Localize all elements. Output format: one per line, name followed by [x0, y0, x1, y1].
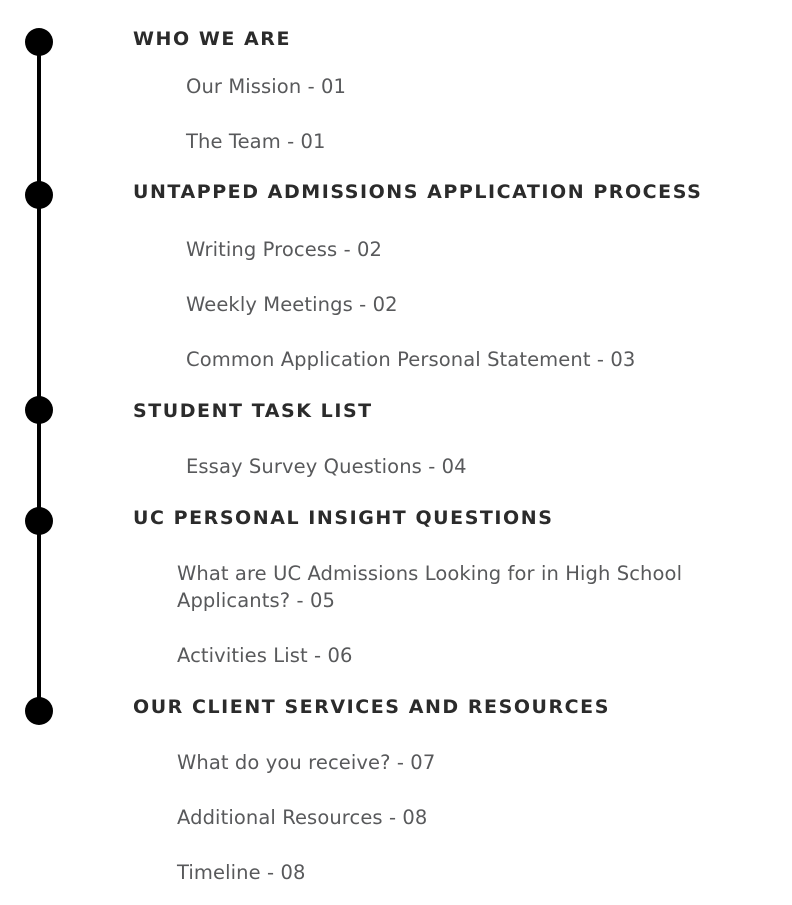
- section-heading-our-client-services-and-resources: OUR CLIENT SERVICES AND RESOURCES: [133, 696, 610, 718]
- toc-item[interactable]: The Team - 01: [186, 130, 326, 153]
- toc-item[interactable]: Additional Resources - 08: [177, 806, 428, 829]
- section-heading-who-we-are: WHO WE ARE: [133, 28, 291, 50]
- toc-item[interactable]: Essay Survey Questions - 04: [186, 455, 467, 478]
- toc-item[interactable]: What are UC Admissions Looking for in High School Applicants? - 05: [177, 562, 683, 612]
- toc-item[interactable]: Writing Process - 02: [186, 238, 383, 261]
- toc-item[interactable]: Timeline - 08: [177, 861, 306, 884]
- toc-item[interactable]: Our Mission - 01: [186, 75, 347, 98]
- toc-item[interactable]: Activities List - 06: [177, 644, 353, 667]
- section-heading-uc-personal-insight-questions: UC PERSONAL INSIGHT QUESTIONS: [133, 507, 554, 529]
- section-heading-untapped-admissions-application-process: UNTAPPED ADMISSIONS APPLICATION PROCESS: [133, 181, 703, 203]
- toc-item[interactable]: Weekly Meetings - 02: [186, 293, 398, 316]
- section-heading-student-task-list: STUDENT TASK LIST: [133, 400, 373, 422]
- toc-item[interactable]: Common Application Personal Statement - 03: [186, 348, 636, 371]
- toc-item[interactable]: What do you receive? - 07: [177, 751, 436, 774]
